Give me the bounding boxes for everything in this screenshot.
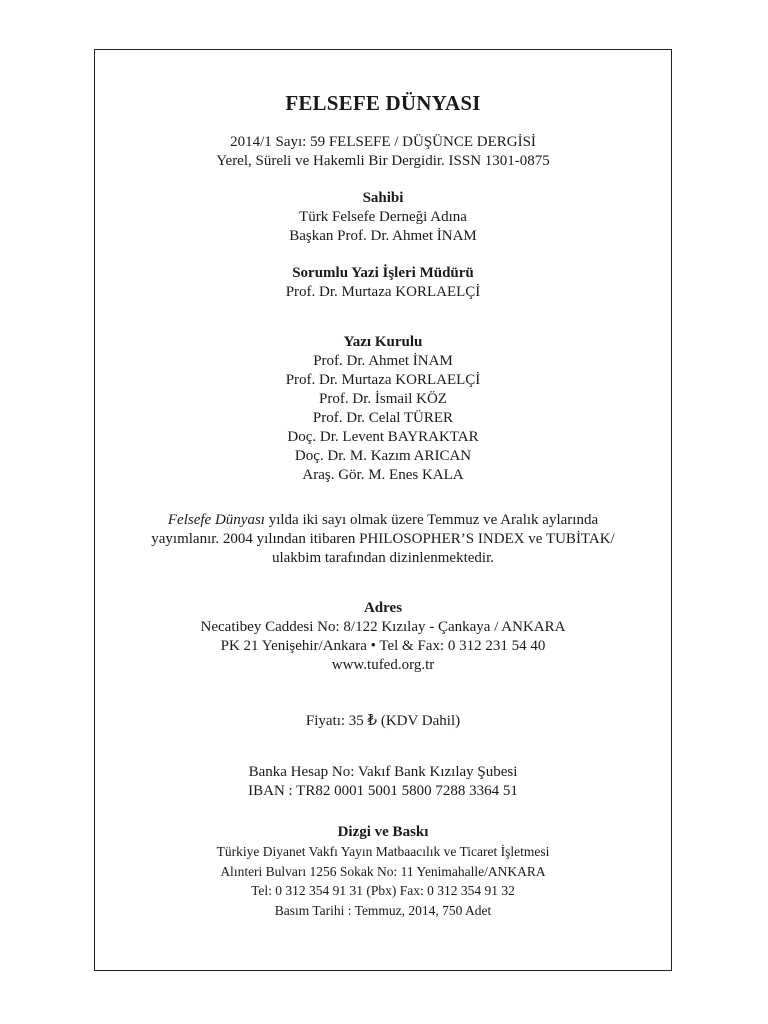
address-heading: Adres [363, 600, 403, 616]
address-line: Necatibey Caddesi No: 8/122 Kızılay - Çankaya / ANKARA [200, 619, 566, 635]
notice-line: yayımlanır. 2004 yılından itibaren PHILOSOPHER’S INDEX ve TUBİTAK/ [151, 531, 615, 547]
masthead-frame [94, 49, 672, 971]
owner-line: Türk Felsefe Derneği Adına [299, 209, 467, 225]
board-heading: Yazı Kurulu [343, 334, 423, 350]
print-line: Alınteri Bulvarı 1256 Sokak No: 11 Yenimahalle/ANKARA [220, 863, 546, 879]
owner-line: Başkan Prof. Dr. Ahmet İNAM [289, 228, 477, 244]
address-section [95, 599, 671, 675]
issue-line: 2014/1 Sayı: 59 FELSEFE / DÜŞÜNCE DERGİSİ [230, 134, 536, 150]
journal-name-italic: Felsefe Dünyası [167, 512, 265, 528]
print-section [95, 823, 671, 920]
board-member: Araş. Gör. M. Enes KALA [302, 467, 464, 483]
editor-section [95, 264, 671, 302]
editor-name: Prof. Dr. Murtaza KORLAELÇİ [285, 284, 481, 300]
print-line: Basım Tarihi : Temmuz, 2014, 750 Adet [274, 902, 492, 918]
notice-line: ulakbim tarafından dizinlenmektedir. [271, 550, 494, 566]
board-member: Prof. Dr. Ahmet İNAM [313, 353, 453, 369]
journal-title: FELSEFE DÜNYASI [285, 91, 481, 115]
owner-heading: Sahibi [362, 190, 404, 206]
board-member: Prof. Dr. Murtaza KORLAELÇİ [285, 372, 481, 388]
print-line: Türkiye Diyanet Vakfı Yayın Matbaacılık ve Ticaret İşletmesi [216, 844, 550, 859]
print-line: Tel: 0 312 354 91 31 (Pbx) Fax: 0 312 354 91 32 [251, 883, 515, 898]
journal-description: Yerel, Süreli ve Hakemli Bir Dergidir. ISSN 1301-0875 [216, 153, 550, 169]
address-line: PK 21 Yenişehir/Ankara • Tel & Fax: 0 312 231 54 40 [220, 638, 546, 654]
board-member: Prof. Dr. Celal TÜRER [312, 410, 454, 426]
bank-line: Banka Hesap No: Vakıf Bank Kızılay Şubesi [248, 764, 518, 780]
editor-heading: Sorumlu Yazi İşleri Müdürü [292, 265, 474, 281]
owner-section [95, 189, 671, 246]
board-member: Doç. Dr. M. Kazım ARICAN [294, 448, 472, 464]
publication-notice [95, 511, 671, 568]
print-heading: Dizgi ve Baskı [337, 824, 429, 840]
price-line: Fiyatı: 35 ₺ (KDV Dahil) [305, 713, 461, 729]
iban-line: IBAN : TR82 0001 5001 5800 7288 3364 51 [248, 783, 518, 799]
notice-line: yılda iki sayı olmak üzere Temmuz ve Aralık aylarında [264, 512, 599, 528]
bank-section [95, 763, 671, 801]
board-member: Doç. Dr. Levent BAYRAKTAR [287, 429, 479, 445]
board-section [95, 333, 671, 485]
website-text: www.tufed.org.tr [331, 657, 435, 673]
board-member: Prof. Dr. İsmail KÖZ [319, 391, 447, 407]
